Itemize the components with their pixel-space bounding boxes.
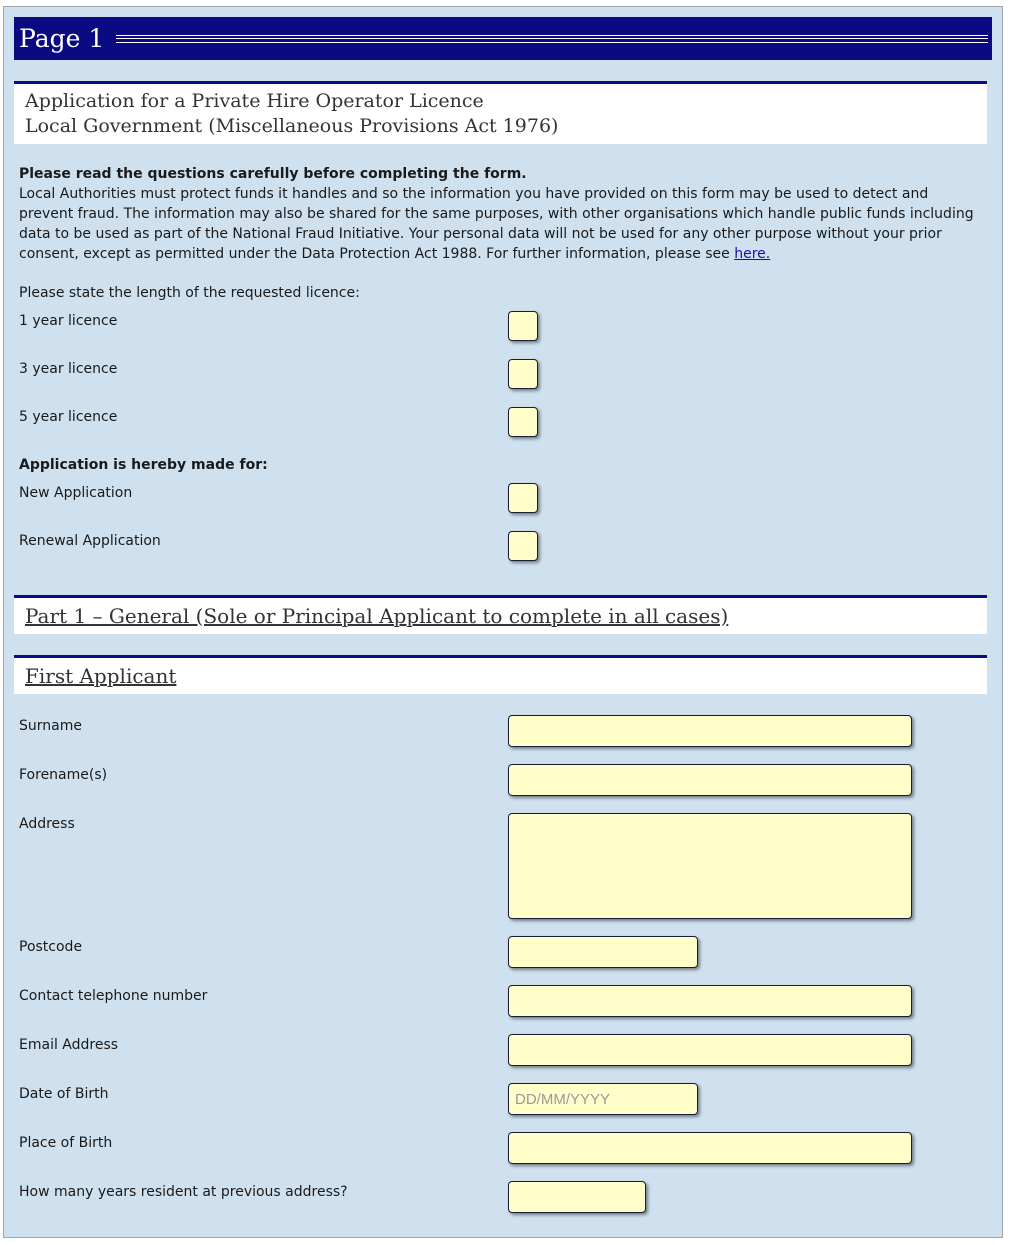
forenames-label: Forename(s)	[19, 767, 108, 783]
notice-text	[19, 164, 984, 264]
form-page	[3, 6, 1003, 1238]
option-5-year-label: 5 year licence	[19, 409, 118, 425]
checkbox-3-year[interactable]	[508, 359, 538, 389]
form-title-line1: Application for a Private Hire Operator Licence	[25, 90, 484, 112]
checkbox-1-year[interactable]	[508, 311, 538, 341]
first-applicant-title: First Applicant	[25, 664, 177, 688]
form-title-line2: Local Government (Miscellaneous Provisions Act 1976)	[25, 115, 559, 137]
dob-input[interactable]	[508, 1083, 698, 1115]
option-renewal-application-label: Renewal Application	[19, 533, 161, 549]
application-type-question: Application is hereby made for:	[19, 457, 268, 473]
address-label: Address	[19, 816, 75, 832]
surname-label: Surname	[19, 718, 82, 734]
checkbox-5-year[interactable]	[508, 407, 538, 437]
surname-input[interactable]	[508, 715, 912, 747]
years-resident-label: How many years resident at previous address?	[19, 1184, 348, 1200]
licence-length-question: Please state the length of the requested licence:	[19, 285, 360, 301]
place-of-birth-input[interactable]	[508, 1132, 912, 1164]
email-label: Email Address	[19, 1037, 119, 1053]
years-resident-input[interactable]	[508, 1181, 646, 1213]
notice-body: Local Authorities must protect funds it handles and so the information you have provided on this form may be used to detect and prevent fraud. The information may also be shared for the same purposes, with other organisations which handle public funds including data to be used as part of the National Fraud Initiative. Your personal data will not be used for any other purpose without your prior consent, except as permitted under the Data Protection Act 1988. For further information, please see	[19, 186, 974, 262]
email-input[interactable]	[508, 1034, 912, 1066]
telephone-input[interactable]	[508, 985, 912, 1017]
checkbox-renewal-application[interactable]	[508, 531, 538, 561]
option-3-year-label: 3 year licence	[19, 361, 118, 377]
checkbox-new-application[interactable]	[508, 483, 538, 513]
part1-heading	[14, 595, 987, 634]
telephone-label: Contact telephone number	[19, 988, 208, 1004]
place-of-birth-label: Place of Birth	[19, 1135, 113, 1151]
form-title-box	[14, 81, 987, 144]
option-new-application-label: New Application	[19, 485, 133, 501]
notice-heading: Please read the questions carefully before completing the form.	[19, 166, 527, 182]
part1-title: Part 1 – General (Sole or Principal Applicant to complete in all cases)	[25, 604, 729, 628]
forenames-input[interactable]	[508, 764, 912, 796]
address-textarea[interactable]	[508, 813, 912, 919]
notice-link[interactable]: here.	[734, 246, 771, 262]
page-header	[14, 17, 992, 60]
dob-label: Date of Birth	[19, 1086, 109, 1102]
postcode-label: Postcode	[19, 939, 83, 955]
first-applicant-heading	[14, 655, 987, 694]
option-1-year-label: 1 year licence	[19, 313, 118, 329]
postcode-input[interactable]	[508, 936, 698, 968]
page-title: Page 1	[19, 24, 105, 53]
header-rule	[116, 35, 988, 43]
